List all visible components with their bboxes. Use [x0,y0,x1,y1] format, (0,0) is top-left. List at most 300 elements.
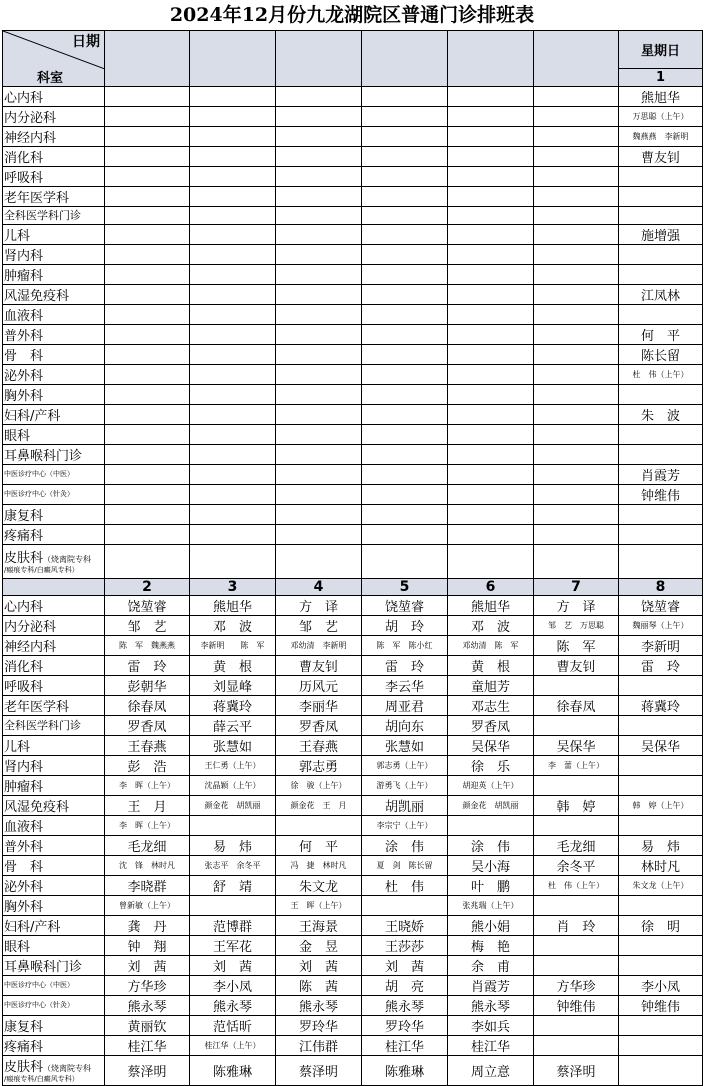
dept-name: 中医诊疗中心（中医） [3,464,105,484]
empty-cell [534,484,619,504]
schedule-cell: 李小凤 [619,975,703,995]
day-number: 3 [190,578,276,595]
table-row [3,344,703,364]
empty-cell [190,444,276,464]
schedule-cell [619,187,703,207]
empty-cell [276,464,362,484]
empty-cell [190,224,276,244]
schedule-cell: 魏丽琴（上午） [619,615,703,635]
empty-cell [276,244,362,264]
schedule-cell: 邓 波 [448,615,534,635]
schedule-cell: 朱 波 [619,404,703,424]
empty-cell [362,444,448,464]
empty-cell [190,524,276,544]
schedule-cell [534,1015,619,1035]
empty-cell [362,187,448,207]
schedule-cell: 余 甫 [448,955,534,975]
empty-cell [362,244,448,264]
schedule-cell: 张慧如 [190,735,276,755]
schedule-cell: 王 月 [105,795,190,815]
week2-header-row [3,578,703,595]
empty-cell [276,264,362,284]
empty-cell [534,384,619,404]
schedule-cell: 吴保华 [448,735,534,755]
schedule-cell: 蔡泽明 [105,1055,190,1085]
empty-cell [362,384,448,404]
empty-cell [105,167,190,187]
table-row [3,775,703,795]
schedule-cell: 蒋冀玲 [619,695,703,715]
empty-cell [190,244,276,264]
empty-cell [362,484,448,504]
schedule-cell: 徐 骏（上午） [276,775,362,795]
schedule-cell [619,935,703,955]
table-row [3,675,703,695]
schedule-cell: 李新明 陈 军 [190,635,276,655]
empty-cell [276,127,362,147]
dept-name: 眼科 [3,424,105,444]
empty-cell [276,324,362,344]
header-blank-cell [362,31,448,87]
schedule-cell: 熊永琴 [190,995,276,1015]
empty-cell [190,384,276,404]
empty-cell [362,167,448,187]
schedule-cell: 熊旭华 [619,87,703,107]
empty-cell [448,404,534,424]
empty-cell [448,207,534,225]
table-row [3,895,703,915]
empty-cell [534,344,619,364]
weekday-sunday: 星期日 [619,31,703,69]
dept-note: （烧离院专科 [43,555,92,565]
empty-cell [105,344,190,364]
empty-cell [534,107,619,127]
schedule-cell [619,544,703,578]
empty-cell [276,384,362,404]
empty-cell [448,504,534,524]
schedule-cell [619,775,703,795]
table-row [3,1055,703,1085]
schedule-cell: 龚 丹 [105,915,190,935]
empty-cell [448,87,534,107]
schedule-cell: 颜金花 王 月 [276,795,362,815]
empty-cell [276,484,362,504]
dept-name: 胸外科 [3,895,105,915]
schedule-cell: 蔡泽明 [276,1055,362,1085]
empty-cell [448,244,534,264]
table-row [3,544,703,578]
schedule-cell [534,1035,619,1055]
day-number: 7 [534,578,619,595]
schedule-cell: 刘显峰 [190,675,276,695]
day-number: 8 [619,578,703,595]
schedule-cell [619,304,703,324]
schedule-cell: 李 晖（上午） [105,815,190,835]
dept-name: 骨 科 [3,855,105,875]
empty-cell [190,207,276,225]
schedule-cell: 薛云平 [190,715,276,735]
dept-name: 内分泌科 [3,107,105,127]
dept-name: 儿科 [3,224,105,244]
empty-cell [448,284,534,304]
schedule-cell: 韩 婷 [534,795,619,815]
dept-name: 儿科 [3,735,105,755]
table-row [3,187,703,207]
schedule-cell: 江凤林 [619,284,703,304]
schedule-cell: 彭 浩 [105,755,190,775]
schedule-cell: 王莎莎 [362,935,448,955]
date-label: 日期 [72,34,100,50]
dept-name: 神经内科 [3,127,105,147]
empty-cell [362,424,448,444]
schedule-cell: 何 平 [276,835,362,855]
schedule-cell: 钟维伟 [619,995,703,1015]
table-row [3,915,703,935]
empty-cell [190,364,276,384]
schedule-cell: 刘 茜 [190,955,276,975]
schedule-cell [619,675,703,695]
schedule-cell: 李云华 [362,675,448,695]
dept-name: 血液科 [3,815,105,835]
dept-name: 耳鼻喉科门诊 [3,955,105,975]
empty-cell [534,464,619,484]
day-number: 6 [448,578,534,595]
dept-name: 泌外科 [3,364,105,384]
schedule-cell [619,264,703,284]
empty-cell [534,207,619,225]
empty-cell [448,127,534,147]
schedule-cell: 易 炜 [619,835,703,855]
schedule-cell: 王军花 [190,935,276,955]
empty-cell [190,464,276,484]
empty-cell [276,344,362,364]
schedule-cell [534,775,619,795]
table-row [3,304,703,324]
empty-cell [105,424,190,444]
schedule-cell: 王海景 [276,915,362,935]
schedule-cell: 邹 艺 [276,615,362,635]
schedule-cell: 刘 茜 [276,955,362,975]
schedule-cell: 金 昱 [276,935,362,955]
empty-cell [276,207,362,225]
empty-cell [362,147,448,167]
schedule-cell: 王春燕 [105,735,190,755]
empty-cell [105,364,190,384]
empty-cell [190,304,276,324]
dept-name: 内分泌科 [3,615,105,635]
empty-cell [534,324,619,344]
schedule-cell: 胡 玲 [362,615,448,635]
dept-name: 中医诊疗中心（针灸） [3,484,105,504]
dept-name: 血液科 [3,304,105,324]
table-row [3,404,703,424]
empty-cell [362,224,448,244]
schedule-cell: 杜 伟（上午） [534,875,619,895]
schedule-cell [619,444,703,464]
header-blank-cell [190,31,276,87]
schedule-cell: 陈 军 魏燕燕 [105,635,190,655]
empty-cell [534,364,619,384]
schedule-cell: 邓幼清 陈 军 [448,635,534,655]
empty-cell [105,524,190,544]
schedule-cell: 桂江华 [448,1035,534,1055]
schedule-cell [619,167,703,187]
empty-cell [105,147,190,167]
empty-cell [276,284,362,304]
empty-cell [276,504,362,524]
schedule-cell: 陈 军 陈小红 [362,635,448,655]
schedule-cell: 吴小海 [448,855,534,875]
schedule-cell: 钟维伟 [619,484,703,504]
schedule-cell [619,715,703,735]
empty-cell [534,444,619,464]
dept-name: 疼痛科 [3,524,105,544]
empty-cell [276,87,362,107]
empty-cell [276,544,362,578]
dept-name: 老年医学科 [3,695,105,715]
dept-name: 风湿免疫科 [3,284,105,304]
dept-name: 全科医学科门诊 [3,207,105,225]
schedule-cell: 王仁勇（上午） [190,755,276,775]
schedule-cell: 邓志生 [448,695,534,715]
empty-cell [534,87,619,107]
schedule-cell [619,1055,703,1085]
table-row [3,524,703,544]
empty-cell [190,504,276,524]
schedule-cell: 王晓娇 [362,915,448,935]
schedule-cell [190,815,276,835]
table-row [3,835,703,855]
schedule-cell: 陈长留 [619,344,703,364]
empty-cell [534,304,619,324]
schedule-cell: 李 晖（上午） [105,775,190,795]
table-row [3,504,703,524]
empty-cell [276,224,362,244]
dept-name: 肾内科 [3,244,105,264]
dept-name: 心内科 [3,595,105,615]
schedule-cell: 朱文龙（上午） [619,875,703,895]
schedule-cell: 范恬昕 [190,1015,276,1035]
schedule-cell: 肖霞芳 [619,464,703,484]
schedule-cell: 李新明 [619,635,703,655]
empty-cell [276,147,362,167]
empty-cell [448,147,534,167]
dept-name: 康复科 [3,504,105,524]
empty-cell [105,404,190,424]
schedule-cell [619,955,703,975]
schedule-cell [619,207,703,225]
schedule-cell: 曹友钊 [619,147,703,167]
empty-cell [448,187,534,207]
schedule-cell: 王 晖（上午） [276,895,362,915]
empty-cell [448,324,534,344]
schedule-cell: 朱文龙 [276,875,362,895]
empty-cell [534,264,619,284]
day-number: 2 [105,578,190,595]
empty-cell [362,544,448,578]
empty-cell [448,444,534,464]
schedule-cell: 李如兵 [448,1015,534,1035]
table-row [3,755,703,775]
schedule-cell: 桂江华 [105,1035,190,1055]
table-row [3,1015,703,1035]
empty-cell [276,167,362,187]
schedule-cell: 毛龙细 [105,835,190,855]
schedule-cell: 黄 根 [448,655,534,675]
empty-cell [276,404,362,424]
empty-cell [190,147,276,167]
table-row [3,715,703,735]
empty-cell [362,107,448,127]
schedule-cell: 饶堃睿 [362,595,448,615]
empty-cell [362,284,448,304]
table-row [3,264,703,284]
schedule-table [2,30,703,1086]
schedule-cell: 熊永琴 [276,995,362,1015]
schedule-cell: 吴保华 [619,735,703,755]
schedule-cell: 桂江华 [362,1035,448,1055]
empty-cell [448,424,534,444]
dept-name: 康复科 [3,1015,105,1035]
schedule-cell: 李小凤 [190,975,276,995]
dept-name: 呼吸科 [3,675,105,695]
dept-name: 消化科 [3,147,105,167]
schedule-cell: 胡 亮 [362,975,448,995]
schedule-cell [534,935,619,955]
schedule-cell: 胡向东 [362,715,448,735]
empty-cell [105,304,190,324]
schedule-cell: 吴保华 [534,735,619,755]
dept-name: 骨 科 [3,344,105,364]
empty-cell [448,484,534,504]
schedule-cell: 雷 玲 [362,655,448,675]
table-row [3,147,703,167]
schedule-cell: 徐 明 [619,915,703,935]
empty-cell [276,424,362,444]
table-row [3,935,703,955]
schedule-cell: 杜 伟 [362,875,448,895]
schedule-cell: 熊旭华 [190,595,276,615]
schedule-cell: 沈 锋 林时凡 [105,855,190,875]
schedule-cell: 熊旭华 [448,595,534,615]
empty-cell [190,127,276,147]
schedule-cell: 刘 茜 [105,955,190,975]
dept-name: 妇科/产科 [3,404,105,424]
empty-cell [534,244,619,264]
schedule-cell: 李丽华 [276,695,362,715]
empty-cell [362,264,448,284]
schedule-cell: 万思聪（上午） [619,107,703,127]
empty-cell [534,147,619,167]
empty-cell [190,107,276,127]
schedule-cell [534,895,619,915]
schedule-cell: 方华珍 [105,975,190,995]
dept-name: 风湿免疫科 [3,795,105,815]
schedule-cell: 陈雅琳 [362,1055,448,1085]
empty-cell [448,224,534,244]
schedule-cell: 冯 捷 林时凡 [276,855,362,875]
header-blank-cell [105,31,190,87]
schedule-cell: 饶堃睿 [105,595,190,615]
schedule-cell: 易 炜 [190,835,276,855]
schedule-cell: 郭志勇 [276,755,362,775]
blank-cell [3,578,105,595]
dept-label-text: 皮肤科 [4,551,44,567]
table-row [3,1035,703,1055]
schedule-cell: 罗玲华 [276,1015,362,1035]
schedule-cell: 陈 茜 [276,975,362,995]
empty-cell [448,464,534,484]
table-row [3,464,703,484]
schedule-cell: 杜 伟（上午） [619,364,703,384]
table-row [3,324,703,344]
header-diagonal-cell [3,31,105,87]
table-row [3,795,703,815]
empty-cell [448,107,534,127]
table-row [3,975,703,995]
empty-cell [448,167,534,187]
table-row [3,207,703,225]
schedule-cell: 熊小娟 [448,915,534,935]
schedule-cell [619,815,703,835]
empty-cell [276,304,362,324]
empty-cell [190,264,276,284]
schedule-cell [534,815,619,835]
dept-name: 肾内科 [3,755,105,775]
dept-name: 肿瘤科 [3,264,105,284]
schedule-cell: 肖 玲 [534,915,619,935]
schedule-cell: 罗玲华 [362,1015,448,1035]
dept-label: 科室 [37,71,64,86]
schedule-cell: 张志平 余冬平 [190,855,276,875]
empty-cell [362,404,448,424]
schedule-cell: 游勇飞（上午） [362,775,448,795]
dept-name: 疼痛科 [3,1035,105,1055]
schedule-cell: 曹友钊 [276,655,362,675]
schedule-cell [619,1035,703,1055]
dept-name: 神经内科 [3,635,105,655]
schedule-cell: 邹 艺 万思聪 [534,615,619,635]
schedule-cell: 肖霞芳 [448,975,534,995]
day-number: 5 [362,578,448,595]
schedule-cell: 历风元 [276,675,362,695]
schedule-cell [190,895,276,915]
empty-cell [362,324,448,344]
dept-note: /瘢痕专科/白癜风专科） [4,1075,79,1084]
table-row [3,655,703,675]
table-row [3,615,703,635]
table-row [3,244,703,264]
schedule-cell [619,895,703,915]
dept-name-skin [3,1055,105,1085]
empty-cell [190,404,276,424]
table-row [3,167,703,187]
empty-cell [105,187,190,207]
schedule-cell: 熊永琴 [362,995,448,1015]
schedule-cell: 魏燕燕 李新明 [619,127,703,147]
dept-name: 泌外科 [3,875,105,895]
table-row [3,875,703,895]
empty-cell [276,187,362,207]
schedule-cell: 饶堃睿 [619,595,703,615]
header-blank-cell [276,31,362,87]
schedule-cell: 雷 玲 [619,655,703,675]
schedule-cell: 李宗宁（上午） [362,815,448,835]
empty-cell [448,304,534,324]
empty-cell [105,107,190,127]
schedule-cell: 罗香凤 [448,715,534,735]
dept-name: 肿瘤科 [3,775,105,795]
